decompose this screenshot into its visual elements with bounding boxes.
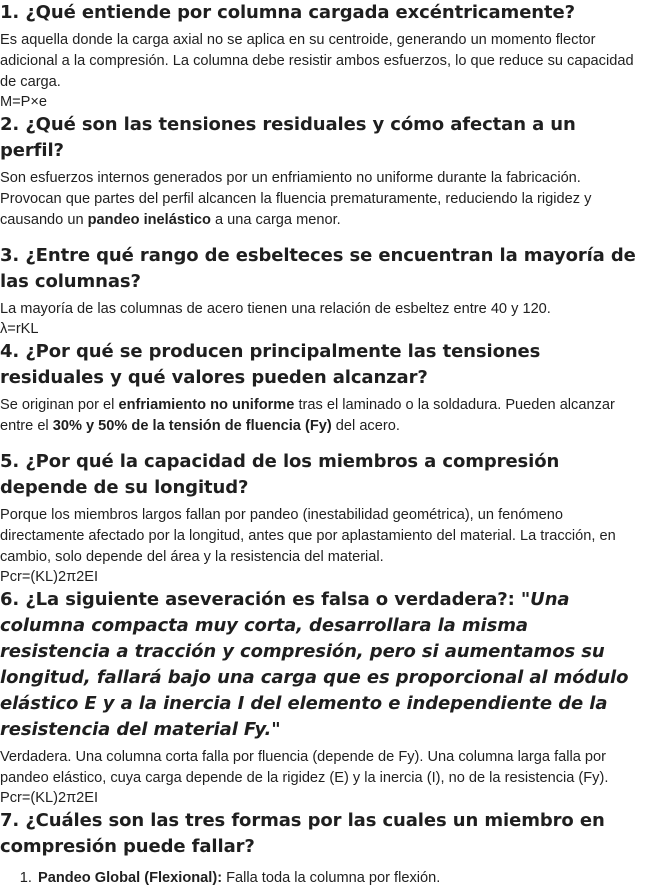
answer-text: del acero. <box>331 418 400 434</box>
list-item <box>36 868 640 889</box>
question-6-prompt: 6. ¿La siguiente aseveración es falsa o verdadera?: <box>0 589 521 610</box>
question-4 <box>0 339 640 437</box>
question-6-formula: Pcr=(KL)2π2EI <box>0 790 99 806</box>
question-5-title: 5. ¿Por qué la capacidad de los miembros a compresión depende de su longitud? <box>0 451 560 498</box>
question-1-formula: M=P×e <box>0 94 48 110</box>
question-3 <box>0 243 640 339</box>
question-1-title: 1. ¿Qué entiende por columna cargada excéntricamente? <box>0 2 575 23</box>
question-7-title: 7. ¿Cuáles son las tres formas por las cuales un miembro en compresión puede fallar? <box>0 810 605 857</box>
answer-text: tras el laminado o la soldadura. Pueden alcanzar entre el <box>0 397 615 434</box>
question-5-formula: Pcr=(KL)2π2EI <box>0 569 99 585</box>
answer-emphasis: pandeo inelástico <box>87 212 211 228</box>
question-4-title: 4. ¿Por qué se producen principalmente las tensiones residuales y qué valores pueden alcanzar? <box>0 341 541 388</box>
question-6-answer: Verdadera. Una columna corta falla por fluencia (depende de Fy). Una columna larga falla por pandeo elástico, cuya carga depende de la rigidez (E) y la inercia (I), no de la resistencia (Fy). <box>0 749 609 786</box>
list-item-text: Falla toda la columna por flexión. <box>222 870 441 886</box>
question-3-formula: λ=rKL <box>0 321 39 337</box>
question-2 <box>0 112 640 231</box>
list-item-term: Pandeo Global (Flexional): <box>38 870 223 886</box>
answer-emphasis: 30% y 50% de la tensión de fluencia (Fy) <box>52 418 332 434</box>
answer-text: Se originan por el <box>0 397 119 413</box>
question-6 <box>0 587 640 808</box>
answer-text: Son esfuerzos internos generados por un enfriamiento no uniforme durante la fabricación. Provocan que partes del perfil alcancen la fluencia prematuramente, reduciendo la rigidez y causando un <box>0 170 592 228</box>
question-5-answer: Porque los miembros largos fallan por pandeo (inestabilidad geométrica), un fenómeno directamente afectado por la longitud, antes que por aplastamiento del material. La tracción, en cambio, solo depende del área y la resistencia del material. <box>0 507 616 565</box>
question-3-title: 3. ¿Entre qué rango de esbelteces se encuentran la mayoría de las columnas? <box>0 245 636 292</box>
question-4-answer <box>0 395 640 437</box>
question-7 <box>0 808 640 889</box>
failure-modes-list <box>0 868 640 889</box>
answer-text: a una carga menor. <box>210 212 341 228</box>
question-1 <box>0 0 640 112</box>
question-2-answer <box>0 168 640 231</box>
question-5 <box>0 449 640 587</box>
question-6-title <box>0 587 640 743</box>
answer-emphasis: enfriamiento no uniforme <box>118 397 295 413</box>
question-1-answer: Es aquella donde la carga axial no se aplica en su centroide, generando un momento flector adicional a la compresión. La columna debe resistir ambos esfuerzos, lo que reduce su capacidad de carga. <box>0 32 634 90</box>
question-3-answer: La mayoría de las columnas de acero tienen una relación de esbeltez entre 40 y 120. <box>0 301 551 317</box>
question-6-quote: "Una columna compacta muy corta, desarrollara la misma resistencia a tracción y compresión, pero si aumentamos su longitud, fallará bajo una carga que es proporcional al módulo elástico E y a la inercia I del elemento e independiente de la resistencia del material Fy." <box>0 589 629 740</box>
question-2-title: 2. ¿Qué son las tensiones residuales y cómo afectan a un perfil? <box>0 114 576 161</box>
